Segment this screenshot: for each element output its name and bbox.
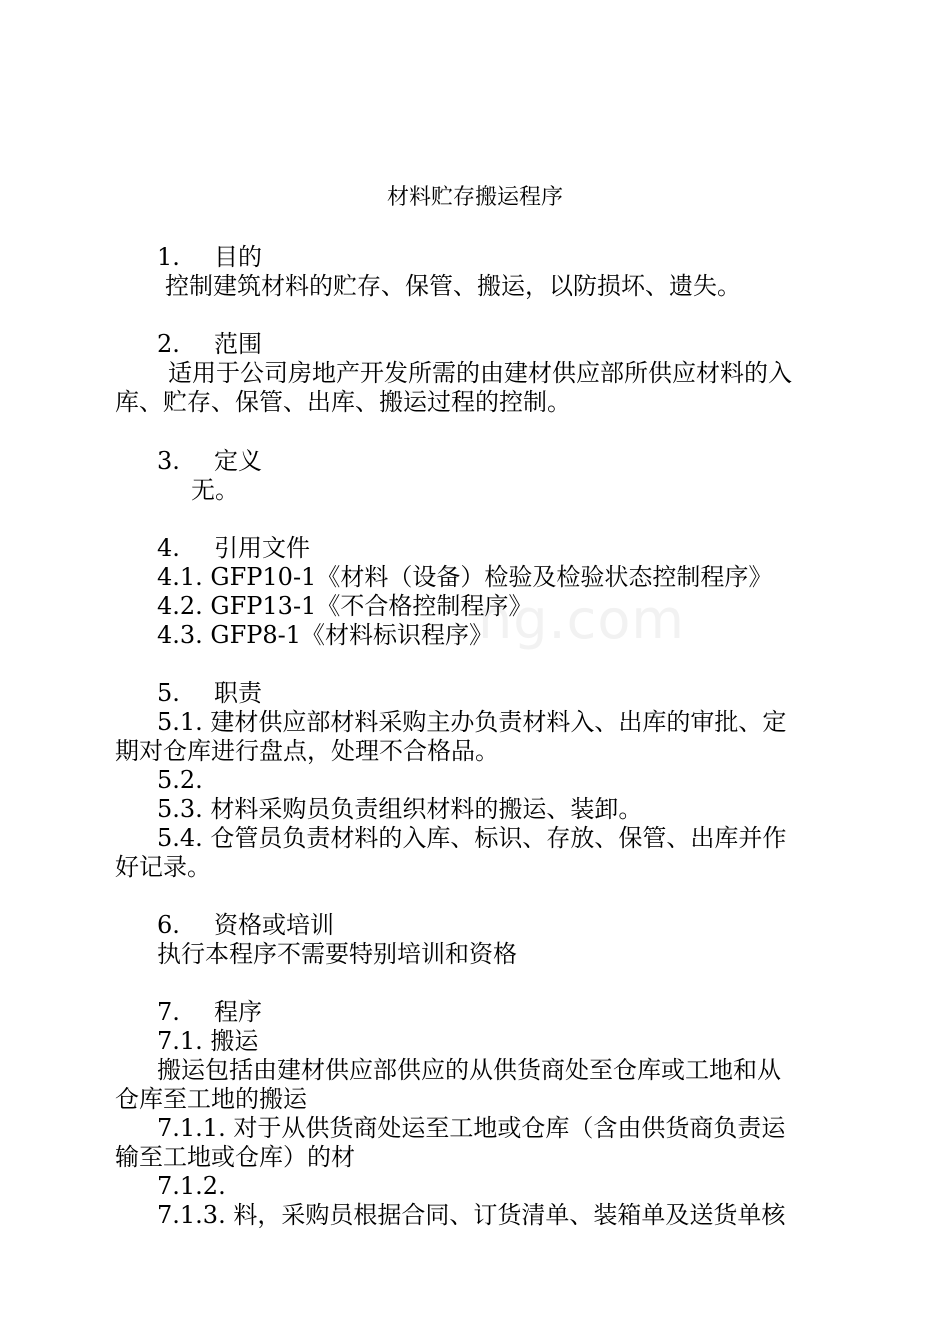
duty-5-4-line-1: 5.4. 仓管员负责材料的入库、标识、存放、保管、出库并作 [157, 824, 787, 852]
duty-5-2: 5.2. [157, 766, 203, 794]
section-number: 6. [157, 911, 180, 939]
scope-text-line-1: 适用于公司房地产开发所需的由建材供应部所供应材料的入 [168, 359, 792, 387]
duty-5-1-line-1: 5.1. 建材供应部材料采购主办负责材料入、出库的审批、定 [157, 708, 787, 736]
training-text: 执行本程序不需要特别培训和资格 [157, 940, 517, 968]
section-title: 引用文件 [214, 534, 310, 562]
purpose-text: 控制建筑材料的贮存、保管、搬运，以防损坏、遗失。 [165, 272, 741, 300]
procedure-7-1: 7.1. 搬运 [157, 1027, 259, 1055]
section-number: 4. [157, 534, 180, 562]
reference-item-3: 4.3. GFP8-1《材料标识程序》 [157, 621, 494, 649]
section-number: 1. [157, 243, 180, 271]
definition-text: 无。 [191, 476, 239, 504]
section-title: 目的 [214, 243, 262, 271]
section-title: 职责 [214, 679, 262, 707]
section-number: 2. [157, 330, 180, 358]
section-number: 7. [157, 998, 180, 1026]
procedure-7-1-3: 7.1.3. 料，采购员根据合同、订货清单、装箱单及送货单核 [157, 1201, 786, 1229]
procedure-7-1-text-line-2: 仓库至工地的搬运 [115, 1085, 307, 1113]
scope-text-line-2: 库、贮存、保管、出库、搬运过程的控制。 [115, 388, 571, 416]
reference-item-1: 4.1. GFP10-1《材料（设备）检验及检验状态控制程序》 [157, 563, 773, 591]
section-number: 3. [157, 447, 180, 475]
procedure-7-1-1-line-1: 7.1.1. 对于从供货商处运至工地或仓库（含由供货商负责运 [157, 1114, 786, 1142]
section-title: 定义 [214, 447, 262, 475]
procedure-7-1-1-line-2: 输至工地或仓库）的材 [115, 1143, 355, 1171]
document-title: 材料贮存搬运程序 [386, 185, 563, 210]
duty-5-1-line-2: 期对仓库进行盘点，处理不合格品。 [115, 737, 499, 765]
reference-item-2: 4.2. GFP13-1《不合格控制程序》 [157, 592, 533, 620]
duty-5-4-line-2: 好记录。 [115, 853, 211, 881]
section-number: 5. [157, 679, 180, 707]
section-title: 资格或培训 [214, 911, 334, 939]
section-title: 范围 [214, 330, 262, 358]
procedure-7-1-text-line-1: 搬运包括由建材供应部供应的从供货商处至仓库或工地和从 [157, 1056, 781, 1084]
watermark: ng.com [478, 588, 685, 651]
procedure-7-1-2: 7.1.2. [157, 1172, 226, 1200]
duty-5-3: 5.3. 材料采购员负责组织材料的搬运、装卸。 [157, 795, 643, 823]
section-title: 程序 [214, 998, 262, 1026]
